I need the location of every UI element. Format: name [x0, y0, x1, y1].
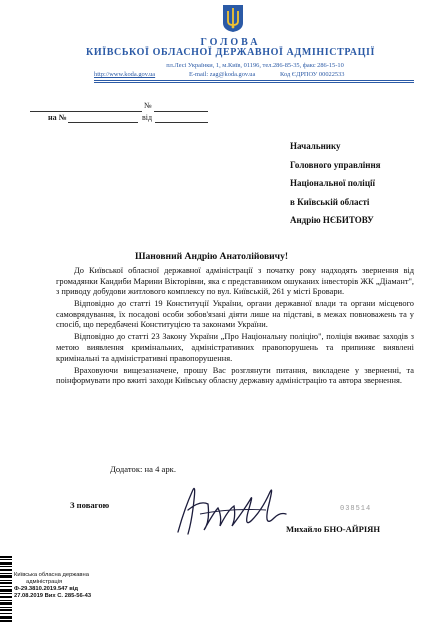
body-paragraph: Відповідно до статті 19 Конституції України, органи державної влади та органи місцевого самоврядування, їх посадові особи зобов'язані діяти лише на підставі, в межах повноважень та у спосіб, що передбачені Конституцією та законами України. — [56, 299, 414, 330]
addressee-line: в Київській області — [290, 196, 370, 207]
signer-name: Михайло БНО-АЙРІЯН — [286, 524, 381, 534]
registration-org-2: адміністрація — [26, 579, 63, 585]
addressee-line: Національної поліції — [290, 178, 375, 188]
handwritten-signature — [170, 470, 290, 540]
stamp-number: 038514 — [340, 505, 372, 513]
number-label: № — [144, 101, 152, 110]
registration-org: Київська обласна державна — [14, 572, 89, 578]
reference-date-field — [155, 122, 208, 123]
closing-phrase: З повагою — [70, 500, 110, 510]
addressee-line: Начальнику — [290, 141, 341, 151]
coat-of-arms-icon — [222, 3, 244, 33]
website-link[interactable]: http://www.koda.gov.ua — [94, 71, 156, 78]
barcode-icon — [0, 556, 12, 622]
registration-stamp — [14, 572, 91, 600]
attachment-note: Додаток: на 4 арк. — [110, 464, 176, 474]
reference-label: на № — [48, 113, 67, 122]
header-divider — [94, 80, 414, 81]
edrpou-code: Код ЄДРПОУ 00022533 — [280, 71, 345, 78]
outgoing-number-line — [154, 111, 208, 112]
addressee-block — [290, 137, 420, 230]
email-link[interactable]: E-mail: zag@koda.gov.ua — [189, 71, 256, 78]
header-contacts — [94, 70, 412, 79]
body-paragraph: До Київської обласної державної адміністрації з початку року надходять звернення від громадянки Кандиби Марини Вікторівни, яка є представником ошуканих інвесторів ЖК „Діамант", з приводу добудови житлового комплексу по вул. Київській, 261 у місті Бровари. — [56, 266, 414, 297]
body-paragraph: Відповідно до статті 23 Закону України „Про Національну поліцію", поліція вживає заходів з метою виявлення кримінальних, адміністративних правопорушень та припиняє виявлені кримінальні та адміністративні правопорушення. — [56, 332, 414, 363]
body-paragraph: Враховуючи вищезазначене, прошу Вас розглянути питання, викладене у зверненні, та поінформувати про вжиті заходи Київську обласну державну адміністрацію та автора звернення. — [56, 365, 414, 386]
header-organization: КИЇВСЬКОЇ ОБЛАСНОЇ ДЕРЖАВНОЇ АДМІНІСТРАЦІЇ — [86, 47, 375, 58]
salutation: Шановний Андрію Анатолійовичу! — [134, 251, 289, 262]
header-address: пл.Лесі Українки, 1, м.Київ, 01196, тел.286-85-35, факс 286-15-10 — [166, 62, 344, 69]
registration-date: 27.08.2019 Вих С. 285-56-43 — [14, 593, 92, 599]
reference-number-field — [68, 122, 138, 123]
header-title: ГОЛОВА — [200, 37, 261, 48]
addressee-line: Андрію НЄБИТОВУ — [290, 215, 374, 225]
letter-body — [56, 266, 414, 388]
header-divider-secondary — [94, 82, 414, 83]
reference-from-label: від — [142, 113, 153, 122]
registration-number: Ф-29.3810.2019.547 від — [14, 586, 79, 592]
addressee-line: Головного управління — [290, 159, 381, 170]
outgoing-number-field — [30, 111, 142, 112]
